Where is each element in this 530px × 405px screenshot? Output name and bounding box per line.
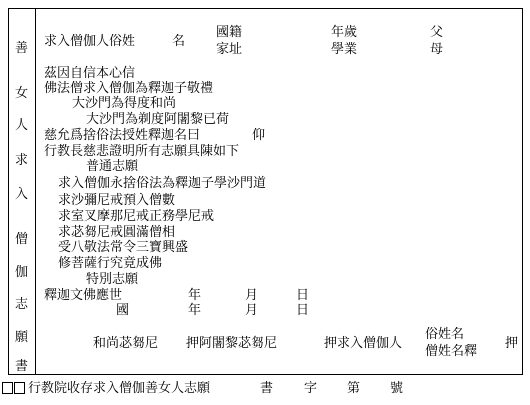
- footer-book-label: 書: [260, 381, 274, 396]
- footer-character-label: 字: [304, 381, 318, 396]
- body-line: 大沙門為剃度阿闍黎已荷: [86, 112, 230, 127]
- date-month-label: 月: [245, 288, 259, 303]
- body-line: 佛法僧求入僧伽為釋迦子敬禮: [44, 81, 214, 96]
- form-border: [8, 8, 523, 375]
- side-title-char: 人: [14, 118, 28, 133]
- date-era-buddha: 釋迦文佛應世: [44, 288, 123, 303]
- date-year-label: 年: [188, 288, 202, 303]
- vow-line: 受八敬法常令三寶興盛: [58, 240, 189, 255]
- footer-checkbox: [14, 382, 25, 394]
- vow-line: 求室叉摩那尼戒正務學尼戒: [58, 209, 215, 224]
- given-name-label: 名: [172, 34, 186, 49]
- vow-line: 求入僧伽永捨俗法為釋迦子學沙門道: [58, 176, 267, 191]
- date-month-label: 月: [245, 303, 259, 318]
- nationality-label: 國籍: [216, 25, 243, 40]
- mother-label: 母: [430, 42, 444, 57]
- body-line: 茲因自信本心信: [44, 66, 136, 81]
- side-title-char: 僧: [14, 232, 28, 247]
- body-line: 行教長慈悲證明所有志願具陳如下: [44, 144, 240, 159]
- teacher-signature-label: 押阿闍黎苾芻尼: [186, 336, 278, 351]
- side-title-char: 女: [14, 86, 28, 101]
- side-title-char: 入: [14, 187, 28, 202]
- body-line: 慈允爲捨俗法授姓釋迦名曰: [44, 128, 201, 143]
- side-title-char: 伽: [14, 265, 28, 280]
- footer-number-suffix: 號: [390, 381, 404, 396]
- general-vows-heading: 普通志願: [86, 159, 139, 174]
- side-title-char: 志: [14, 297, 28, 312]
- date-day-label: 日: [296, 288, 310, 303]
- side-title-char: 善: [14, 41, 28, 56]
- footer-number-prefix: 第: [347, 381, 361, 396]
- side-title-char: 書: [14, 359, 28, 374]
- date-day-label: 日: [296, 303, 310, 318]
- education-label: 學業: [331, 42, 358, 57]
- vow-line: 求沙彌尼戒預入僧數: [58, 193, 176, 208]
- monastic-name-label: 僧姓名釋: [425, 344, 478, 359]
- preceptor-signature-label: 和尚苾芻尼: [93, 336, 159, 351]
- date-year-label: 年: [188, 303, 202, 318]
- body-line: 大沙門為得度和尚: [72, 96, 177, 111]
- age-label: 年歲: [331, 25, 358, 40]
- vow-line: 修菩薩行究竟成佛: [58, 256, 163, 271]
- signature-mark-label: 押: [505, 336, 519, 351]
- applicant-signature-label: 押求入僧伽人: [324, 336, 403, 351]
- address-label: 家址: [216, 42, 243, 57]
- applicant-name-label: 求入僧伽人俗姓: [44, 34, 136, 49]
- side-title-column: [8, 8, 36, 375]
- father-label: 父: [430, 25, 444, 40]
- footer-checkbox: [2, 382, 13, 394]
- vow-line: 求苾芻尼戒圓滿僧相: [58, 225, 176, 240]
- secular-name-label: 俗姓名: [425, 327, 465, 342]
- side-title-char: 願: [14, 330, 28, 345]
- special-vows-heading: 特別志願: [86, 272, 139, 287]
- date-era-nation: 國: [116, 303, 130, 318]
- side-title-char: 求: [14, 153, 28, 168]
- footer-receipt-text: 行教院收存求入僧伽善女人志願: [28, 381, 211, 396]
- body-line: 仰: [252, 128, 266, 143]
